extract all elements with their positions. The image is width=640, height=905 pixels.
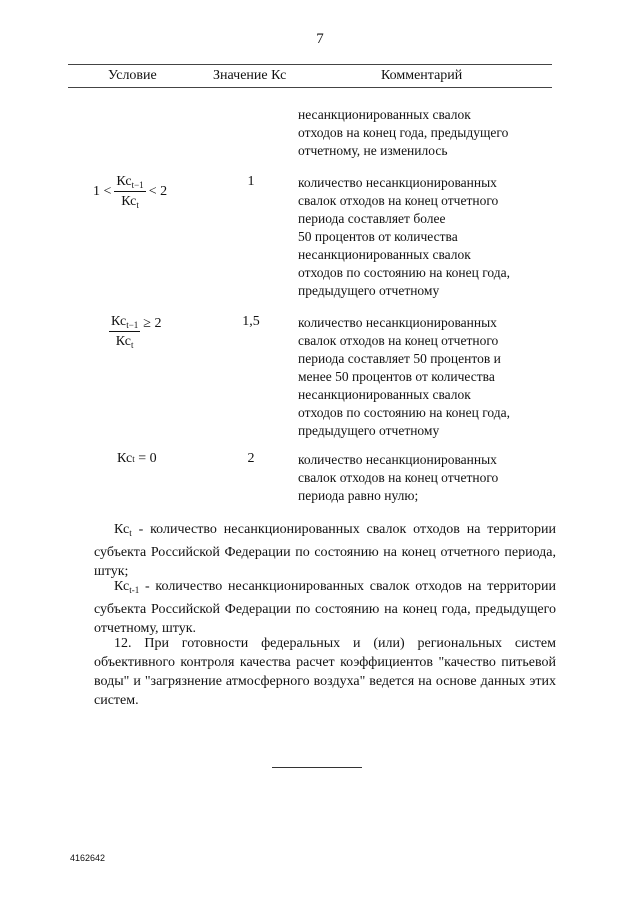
end-divider bbox=[272, 767, 362, 768]
fraction-denominator: $Кс_t$ bbox=[115, 334, 134, 350]
header-comment: Комментарий bbox=[381, 68, 463, 83]
fraction bbox=[109, 314, 140, 350]
document-id: 4162642 bbox=[70, 853, 106, 863]
value-row2: 1,5 bbox=[242, 314, 260, 329]
continued-comment: несанкционированных свалок отходов на конец года, предыдущего отчетному, не изменилось bbox=[298, 107, 509, 158]
fraction bbox=[114, 174, 145, 210]
formula-prefix: 1 < bbox=[93, 184, 112, 199]
paragraph-12 bbox=[94, 634, 556, 710]
paragraph-12-text: 12. При готовности федеральных и (или) региональных систем объективного контроля качества расчет коэффициентов "качество питьевой воды" и "загрязнение атмосферного воздуха" ведется на основе данных этих систем. bbox=[94, 636, 556, 708]
comment-row1: количество несанкционированных свалок отходов на конец отчетного периода составляет более 50 процентов от количества несанкционированных свалок отходов по состоянию на конец года, предыдущего отчетному bbox=[298, 175, 511, 298]
comment-row3: количество несанкционированных свалок отходов на конец отчетного периода равно нулю; bbox=[298, 452, 499, 503]
condition-formula-row3: Кс t = 0 bbox=[117, 451, 157, 466]
formula-suffix: < 2 bbox=[148, 184, 168, 199]
definition-term: $Кс_{t-1}$ bbox=[114, 579, 140, 595]
formula-suffix: = 0 bbox=[138, 451, 157, 466]
comment-row2: количество несанкционированных свалок отходов на конец отчетного периода составляет 50 процентов и менее 50 процентов от количества несанкционированных свалок отходов по состоянию на конец года, предыдущего отчетному bbox=[298, 315, 511, 438]
condition-formula-row2 bbox=[106, 314, 161, 350]
fraction-numerator: $Кс_{t-1}$ bbox=[111, 314, 139, 330]
definition-term: $Кс_t$ bbox=[114, 522, 132, 538]
page-number: 7 bbox=[316, 31, 324, 47]
header-value: Значение Кс bbox=[213, 68, 287, 83]
value-row3: 2 bbox=[247, 451, 255, 466]
fraction-numerator: $Кс_{t-1}$ bbox=[116, 174, 144, 190]
value-row1: 1 bbox=[247, 174, 255, 189]
definition-text: - количество несанкционированных свалок отходов на территории субъекта Российской Федерации по состоянию на конец отчетного периода, штук; bbox=[94, 522, 556, 579]
condition-formula-row1 bbox=[93, 174, 167, 210]
definition-kc-t bbox=[94, 520, 556, 581]
formula-suffix: ≥ 2 bbox=[143, 316, 162, 331]
fraction-denominator: $Кс_t$ bbox=[121, 194, 139, 210]
definition-kc-t-1 bbox=[94, 577, 556, 638]
definition-text: - количество несанкционированных свалок отходов на территории субъекта Российской Федерации по состоянию на конец года, предыдущего отчетному, штук. bbox=[94, 579, 557, 636]
table-header bbox=[68, 64, 552, 88]
header-condition: Условие bbox=[108, 68, 157, 83]
